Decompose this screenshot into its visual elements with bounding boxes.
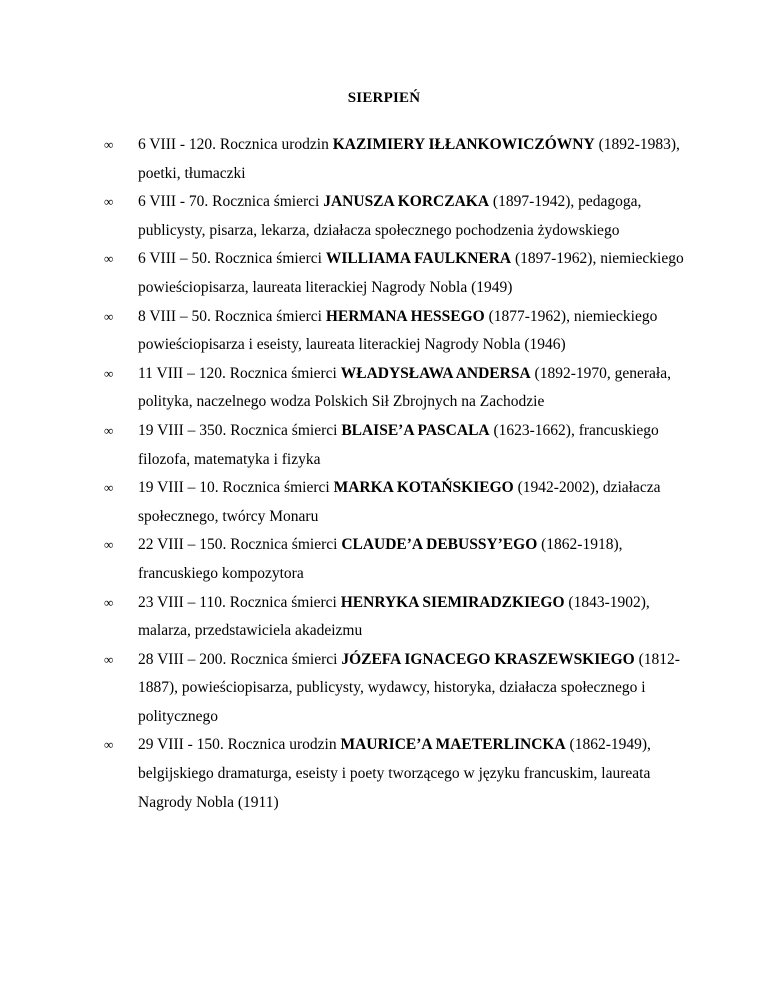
infinity-bullet-icon: ∞: [104, 651, 114, 667]
item-prefix: 28 VIII – 200. Rocznica śmierci: [138, 650, 342, 668]
item-name: BLAISE’A PASCALA: [341, 421, 490, 439]
infinity-bullet-icon: ∞: [104, 137, 114, 152]
item-suffix: (1862-1918), francuskiego kompozytora: [138, 536, 623, 582]
item-name: MAURICE’A MAETERLINCKA: [340, 736, 566, 754]
infinity-bullet-icon: ∞: [104, 194, 114, 210]
item-prefix: 6 VIII – 50. Rocznica śmierci: [138, 250, 326, 268]
item-suffix: (1623-1662), francuskiego filozofa, matematyka i fizyka: [138, 421, 659, 468]
item-prefix: 19 VIII – 350. Rocznica śmierci: [138, 421, 342, 439]
item-suffix: (1862-1949), belgijskiego dramaturga, eseisty i poety tworzącego w języku francuskim, laureata Nagrody Nobla (1911): [138, 736, 651, 811]
item-suffix: (1892-1970, generała, polityka, naczelnego wodza Polskich Sił Zbrojnych na Zachodzie: [138, 364, 671, 411]
item-name: CLAUDE’A DEBUSSY’EGO: [341, 536, 538, 554]
item-prefix: 6 VIII - 120. Rocznica urodzin: [138, 136, 333, 153]
infinity-bullet-icon: ∞: [104, 365, 114, 381]
item-suffix: (1877-1962), niemieckiego powieściopisarza i eseisty, laureata literackiej Nagrody Nobla (1946): [138, 307, 658, 354]
infinity-bullet-icon: ∞: [104, 594, 114, 610]
list-item: [104, 303, 684, 360]
infinity-bullet-icon: ∞: [104, 737, 114, 753]
infinity-bullet-icon: ∞: [104, 422, 114, 438]
item-prefix: 8 VIII – 50. Rocznica śmierci: [138, 307, 326, 325]
list-item: [104, 646, 684, 732]
list-item: [104, 188, 684, 245]
item-name: WŁADYSŁAWA ANDERSA: [340, 364, 531, 382]
item-name: WILLIAMA FAULKNERA: [325, 250, 512, 268]
item-name: JÓZEFA IGNACEGO KRASZEWSKIEGO: [341, 650, 635, 668]
item-name: MARKA KOTAŃSKIEGO: [333, 479, 514, 497]
page-title: SIERPIEŃ: [347, 90, 421, 106]
list-item: [104, 731, 684, 817]
item-suffix: (1897-1942), pedagoga, publicysty, pisarza, lekarza, działacza społecznego pochodzenia żydowskiego: [138, 193, 642, 239]
item-prefix: 22 VIII – 150. Rocznica śmierci: [138, 536, 342, 554]
list-item: [104, 531, 684, 588]
item-suffix: (1897-1962), niemieckiego powieściopisarza, laureata literackiej Nagrody Nobla (1949): [138, 250, 684, 296]
item-prefix: 11 VIII – 120. Rocznica śmierci: [138, 364, 341, 382]
list-item: [104, 360, 684, 417]
item-name: JANUSZA KORCZAKA: [323, 193, 490, 211]
item-prefix: 19 VIII – 10. Rocznica śmierci: [138, 479, 334, 497]
item-name: HENRYKA SIEMIRADZKIEGO: [340, 593, 565, 611]
list-item: [104, 417, 684, 474]
list-item: [104, 589, 684, 646]
item-suffix: (1843-1902), malarza, przedstawiciela akadeizmu: [138, 593, 650, 640]
list-item: [104, 131, 684, 188]
item-suffix: (1942-2002), działacza społecznego, twórcy Monaru: [138, 479, 661, 525]
infinity-bullet-icon: ∞: [104, 251, 114, 267]
item-suffix: (1812-1887), powieściopisarza, publicysty, wydawcy, historyka, działacza społecznego i politycznego: [138, 650, 680, 725]
infinity-bullet-icon: ∞: [104, 480, 114, 496]
item-prefix: 6 VIII - 70. Rocznica śmierci: [138, 193, 324, 211]
item-prefix: 23 VIII – 110. Rocznica śmierci: [138, 593, 341, 611]
item-name: KAZIMIERY IŁŁANKOWICZÓWNY: [332, 136, 595, 153]
item-suffix: (1892-1983), poetki, tłumaczki: [138, 136, 680, 182]
anniversary-list: [104, 131, 684, 817]
list-item: [104, 474, 684, 531]
item-prefix: 29 VIII - 150. Rocznica urodzin: [138, 736, 341, 754]
item-name: HERMANA HESSEGO: [325, 307, 485, 325]
list-item: [104, 245, 684, 302]
infinity-bullet-icon: ∞: [104, 308, 114, 324]
infinity-bullet-icon: ∞: [104, 537, 114, 553]
